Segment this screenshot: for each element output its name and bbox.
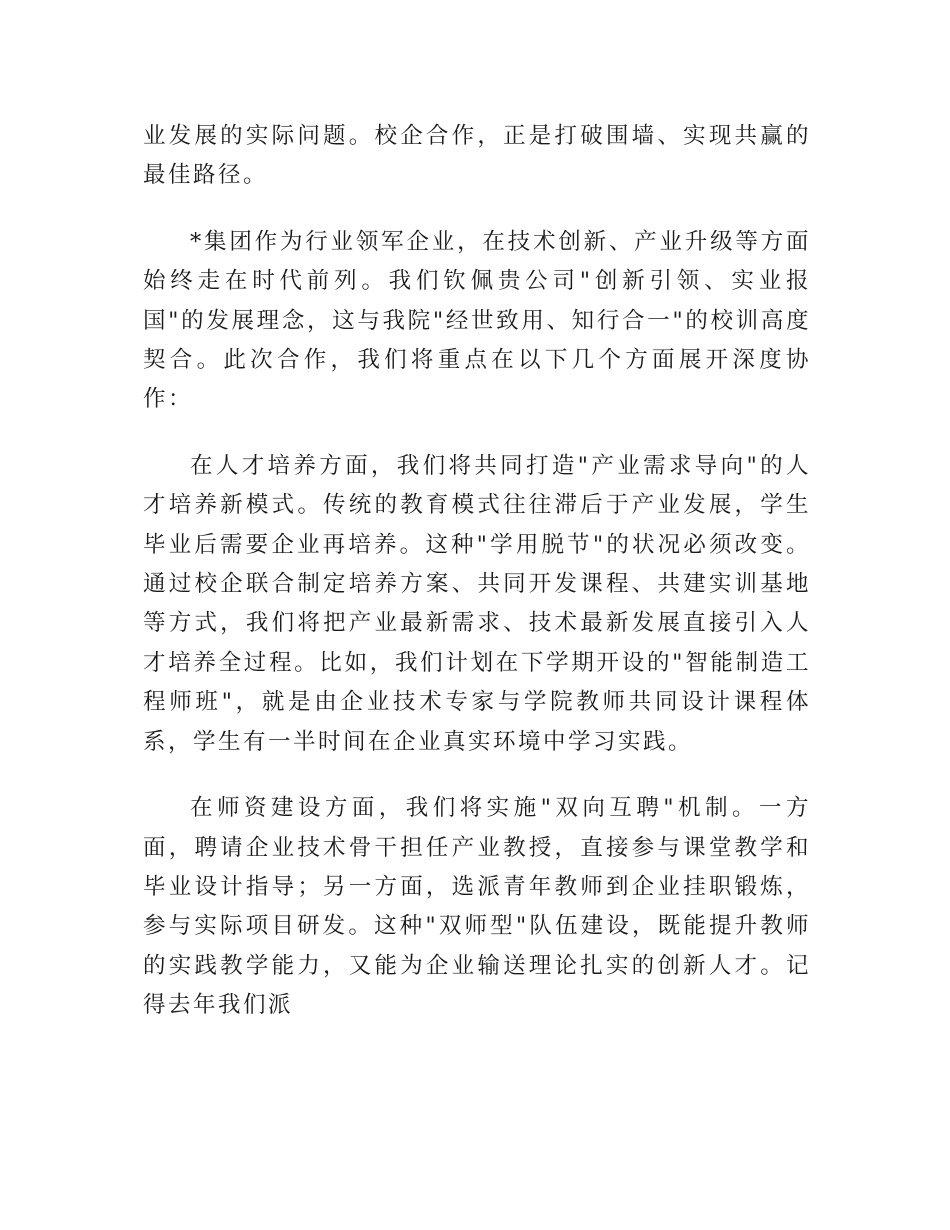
paragraph-continuation: 业发展的实际问题。校企合作，正是打破围墙、实现共赢的最佳路径。 bbox=[143, 123, 811, 189]
paragraph-talent-training: 在人才培养方面，我们将共同打造"产业需求导向"的人才培养新模式。传统的教育模式往往滞后于产业发展，学生毕业后需要企业再培养。这种"学用脱节"的状况必须改变。通过校企联合制定培养方案、共同开发课程、共建实训基地等方式，我们将把产业最新需求、技术最新发展直接引入人才培养全过程。比如，我们计划在下学期开设的"智能制造工程师班"，就是由企业技术专家与学院教师共同设计课程体系，学生有一半时间在企业真实环境中学习实践。 bbox=[143, 452, 811, 755]
paragraph-group-intro: *集团作为行业领军企业，在技术创新、产业升级等方面始终走在时代前列。我们钦佩贵公司"创新引领、实业报国"的发展理念，这与我院"经世致用、知行合一"的校训高度契合。此次合作，我们将重点在以下几个方面展开深度协作： bbox=[143, 228, 811, 413]
document-body bbox=[143, 117, 811, 1053]
paragraph-faculty-building: 在师资建设方面，我们将实施"双向互聘"机制。一方面，聘请企业技术骨干担任产业教授，直接参与课堂教学和毕业设计指导；另一方面，选派青年教师到企业挂职锻炼，参与实际项目研发。这种"双师型"队伍建设，既能提升教师的实践教学能力，又能为企业输送理论扎实的创新人才。记得去年我们派 bbox=[143, 795, 811, 1019]
